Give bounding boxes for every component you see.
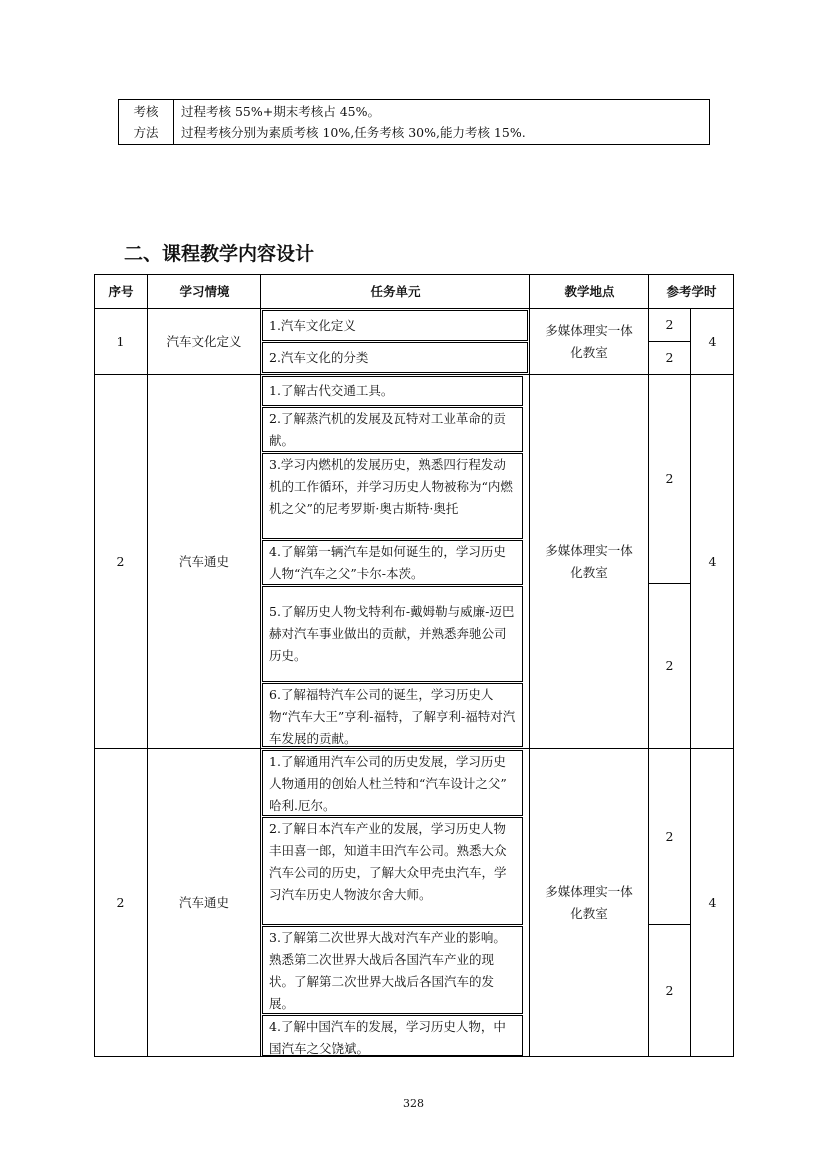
hours-sub: 2 — [665, 983, 674, 998]
header-task-unit: 任务单元 — [370, 284, 421, 299]
header-no: 序号 — [108, 284, 134, 299]
hours-sub: 2 — [665, 828, 674, 844]
header-hours: 参考学时 — [666, 284, 717, 299]
assessment-line1: 过程考核 55%+期末考核占 45%。 — [181, 104, 380, 119]
hours-sub: 2 — [665, 317, 674, 332]
task-unit-item: 5.了解历史人物戈特利布-戴姆勒与威廉-迈巴赫对汽车事业做出的贡献，并熟悉奔驰公司历史。 — [262, 586, 523, 682]
row-location: 多媒体理实一体化教室 — [545, 884, 633, 921]
task-unit-item: 1.了解古代交通工具。 — [262, 376, 523, 406]
assessment-line2: 过程考核分别为素质考核 10%,任务考核 30%,能力考核 15%. — [181, 125, 526, 140]
row-location: 多媒体理实一体化教室 — [545, 322, 633, 360]
task-unit-item: 2.汽车文化的分类 — [262, 342, 528, 373]
hours-total: 4 — [708, 553, 717, 569]
content-table — [94, 274, 734, 1057]
page-number: 328 — [403, 1097, 424, 1110]
hours-sub: 2 — [665, 658, 674, 673]
assessment-label-divider — [173, 100, 174, 144]
task-unit-item: 3.了解第二次世界大战对汽车产业的影响。熟悉第二次世界大战后各国汽车产业的现状。了解第二次世界大战后各国汽车的发展。 — [262, 926, 523, 1014]
hours-sub: 2 — [665, 350, 674, 365]
header-location: 教学地点 — [564, 284, 615, 299]
assessment-label-line2: 方法 — [133, 125, 159, 140]
section-title: 二、课程教学内容设计 — [124, 243, 315, 265]
row-no: 1 — [116, 333, 125, 349]
hours-total: 4 — [708, 333, 717, 349]
assessment-content — [181, 101, 701, 143]
task-unit-item: 1.了解通用汽车公司的历史发展，学习历史人物通用的创始人杜兰特和“汽车设计之父” 哈利.厄尔。 — [262, 750, 523, 816]
task-unit-item: 2.了解日本汽车产业的发展，学习历史人物丰田喜一郎，知道丰田汽车公司。熟悉大众汽车公司的历史，了解大众甲壳虫汽车，学习汽车历史人物波尔舍大师。 — [262, 817, 523, 925]
task-unit-item: 4.了解第一辆汽车是如何诞生的，学习历史人物“汽车之父”卡尔-本茨。 — [262, 540, 523, 585]
hours-total: 4 — [708, 895, 717, 910]
header-situation: 学习情境 — [179, 284, 230, 299]
task-unit-item: 6.了解福特汽车公司的诞生，学习历史人物“汽车大王”亨利-福特，了解亨利-福特对汽车发展的贡献。 — [262, 683, 523, 747]
assessment-label-line1: 考核 — [133, 104, 159, 119]
row-situation: 汽车文化定义 — [166, 333, 242, 349]
row-situation: 汽车通史 — [178, 895, 229, 910]
assessment-table — [118, 99, 710, 145]
task-unit-item: 3.学习内燃机的发展历史，熟悉四行程发动机的工作循环，并学习历史人物被称为“内燃机之父”的尼考罗斯·奥古斯特·奥托 — [262, 453, 523, 539]
hours-sub: 2 — [665, 471, 674, 486]
task-unit-item: 4.了解中国汽车的发展，学习历史人物，中国汽车之父饶斌。 — [262, 1015, 523, 1056]
row-no: 2 — [116, 895, 125, 910]
col-divider — [260, 274, 261, 1057]
row-location: 多媒体理实一体化教室 — [545, 542, 633, 580]
task-unit-item: 1.汽车文化定义 — [262, 310, 528, 341]
row-no: 2 — [116, 553, 125, 569]
assessment-label — [119, 100, 173, 144]
task-unit-item: 2.了解蒸汽机的发展及瓦特对工业革命的贡献。 — [262, 407, 523, 452]
row-situation: 汽车通史 — [178, 553, 229, 569]
